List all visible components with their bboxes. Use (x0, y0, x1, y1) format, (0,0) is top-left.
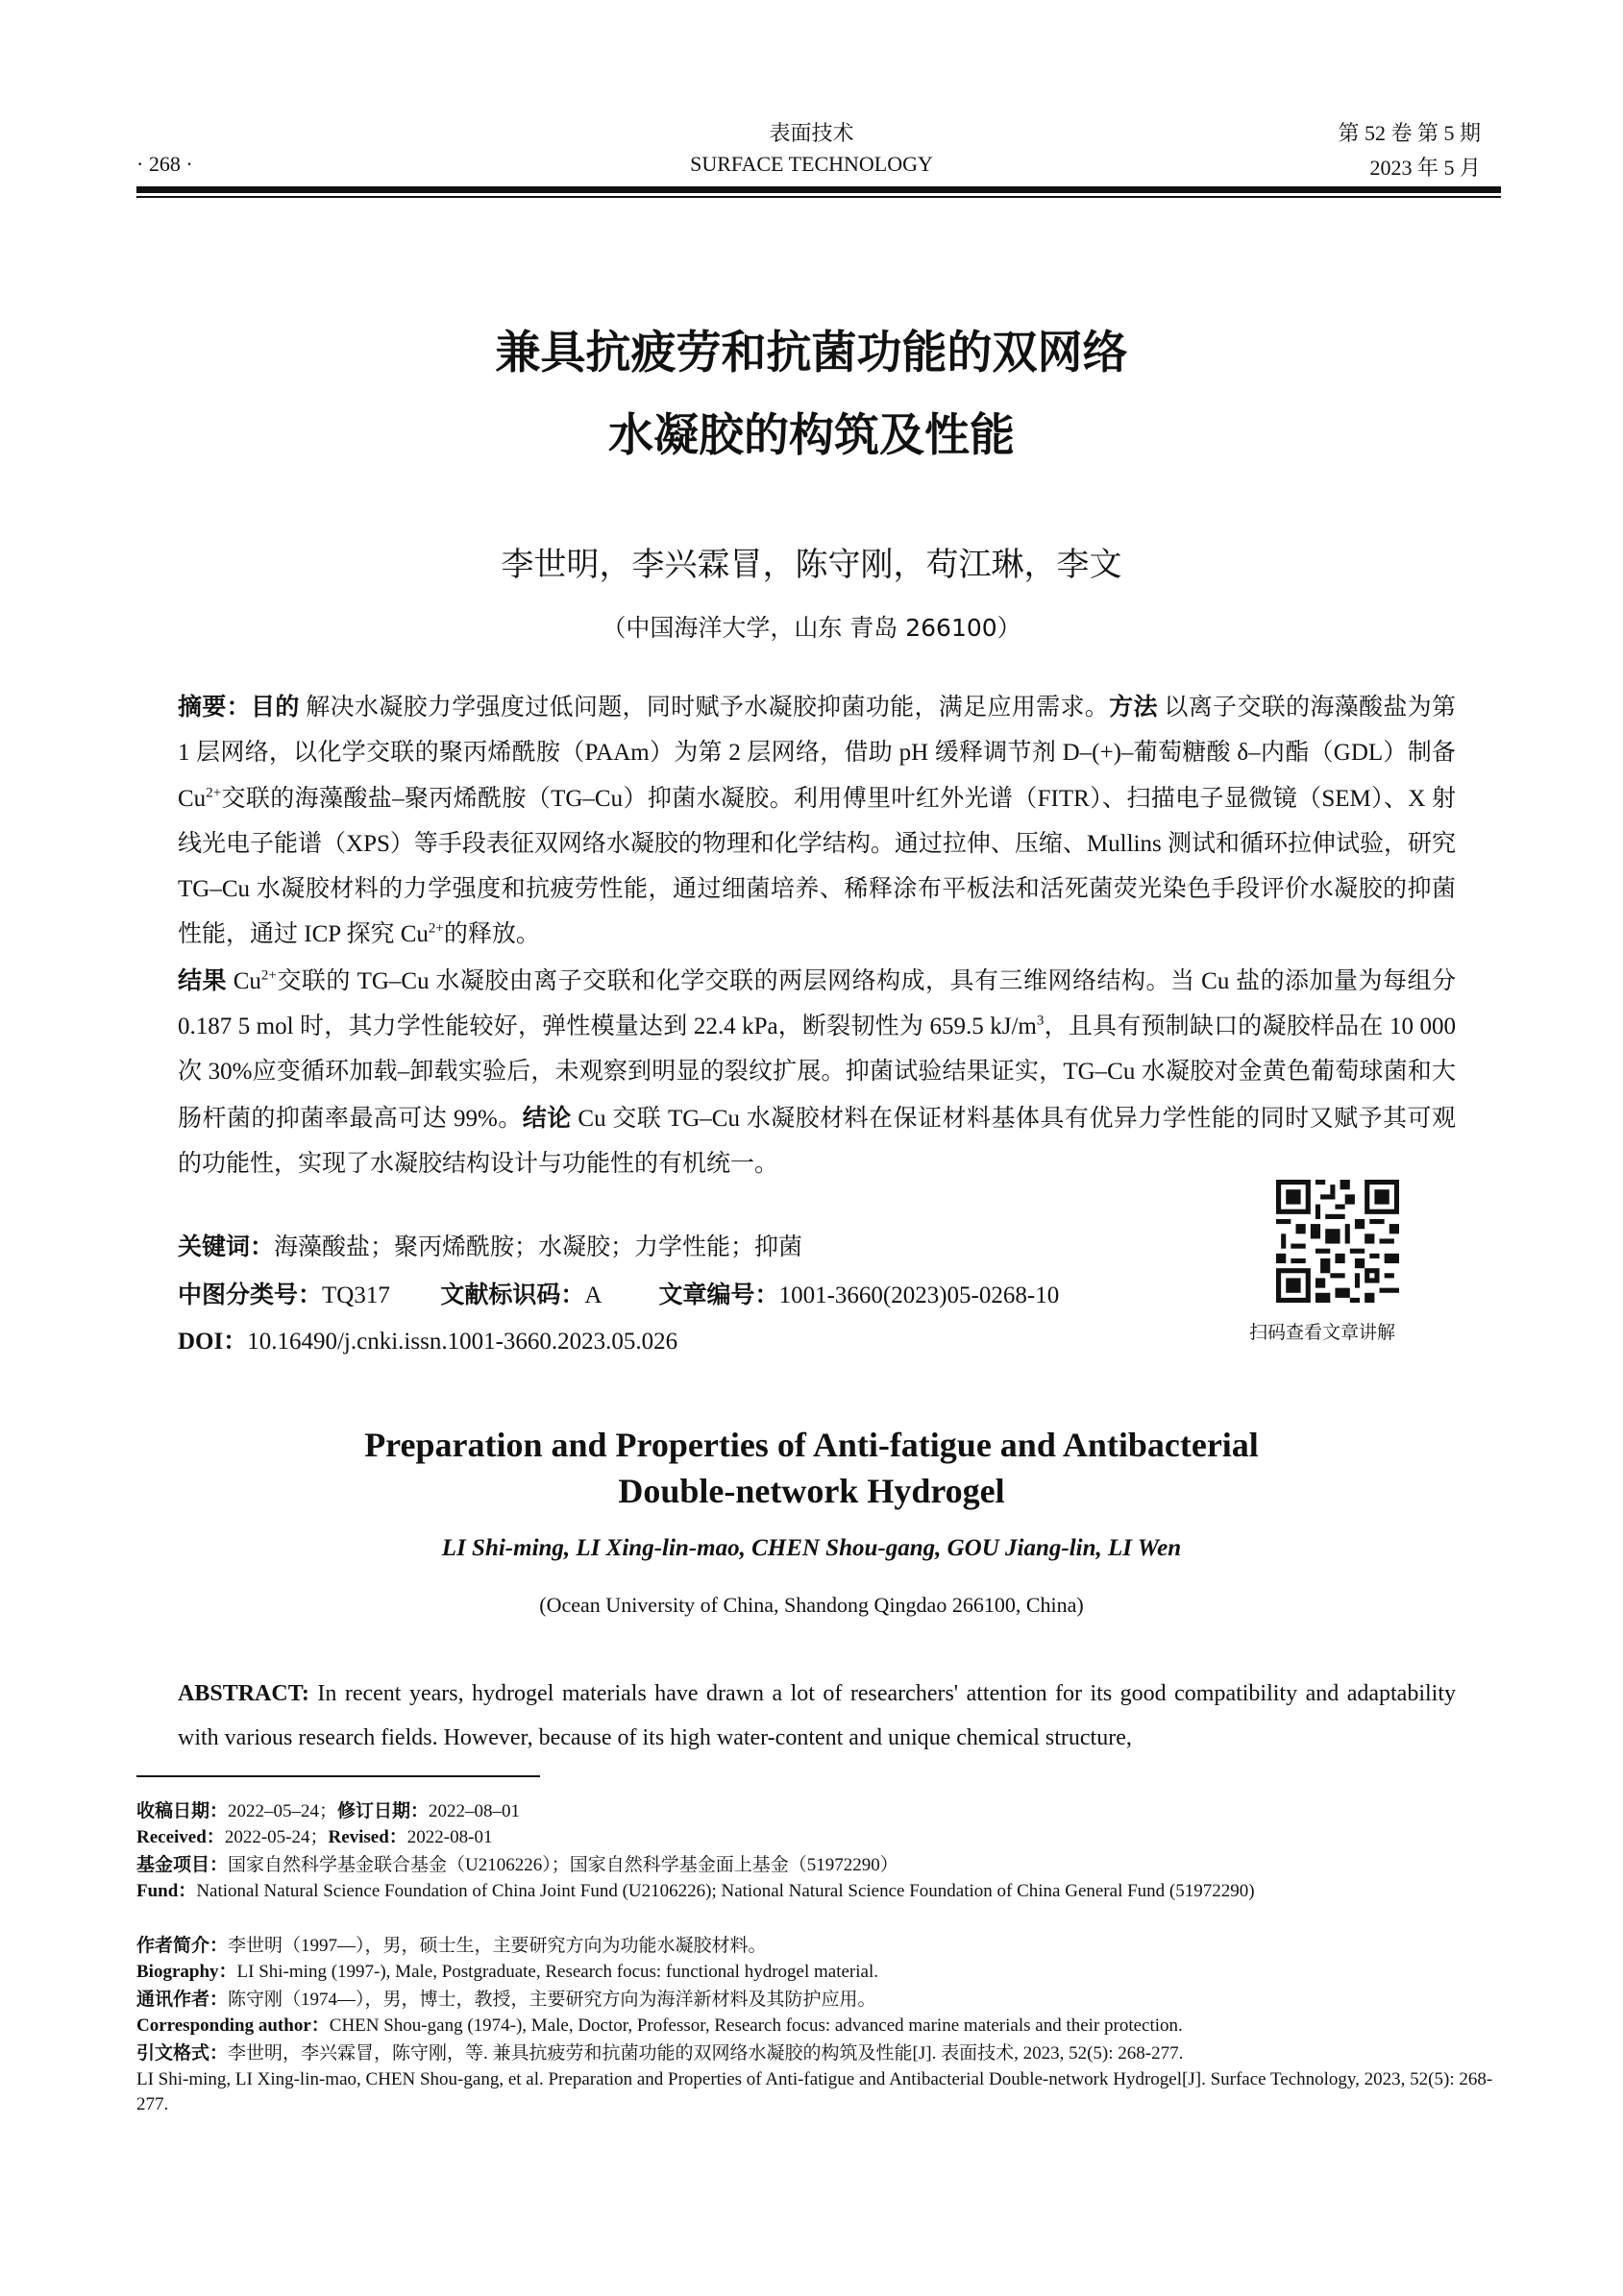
result-label: 结果 (178, 965, 227, 994)
title-en-line2: Double-network Hydrogel (618, 1472, 1005, 1510)
authors-en: LI Shi-ming, LI Xing-lin-mao, CHEN Shou-gang, GOU Jiang-lin, LI Wen (441, 1535, 1182, 1561)
corr-en-value: CHEN Shou-gang (1974-), Male, Doctor, Professor, Research focus: advanced marine materials and their protection. (329, 2015, 1183, 2036)
cite-cn-value: 李世明，李兴霖冒，陈守刚，等. 兼具抗疲劳和抗菌功能的双网络水凝胶的构筑及性能[J]. 表面技术, 2023, 52(5): 268-277. (228, 2043, 1184, 2064)
bio-en-value: LI Shi-ming (1997-), Male, Postgraduate, Research focus: functional hydrogel material. (236, 1962, 878, 1982)
corr-en-label: Corresponding author： (136, 2015, 330, 2036)
qr-caption: 扫码查看文章讲解 (1249, 1323, 1396, 1343)
footnote-fund-en (136, 1879, 1501, 1904)
superscript: 2+ (260, 967, 277, 984)
footnote-rule (136, 1775, 540, 1777)
superscript: 2+ (428, 921, 444, 938)
revised-cn-label: 修订日期： (337, 1800, 430, 1821)
clc-label: 中图分类号： (178, 1281, 323, 1308)
article-number-value: 1001-3660(2023)05-0268-10 (778, 1282, 1060, 1308)
superscript: 3 (1036, 1013, 1045, 1029)
footnote-bio-cn (136, 1933, 1501, 1959)
bio-cn-value: 李世明（1997—），男，硕士生，主要研究方向为功能水凝胶材料。 (228, 1936, 767, 1956)
footnote-received-cn (136, 1798, 1501, 1824)
header-rule-thin (136, 196, 1501, 198)
purpose-label: 目的 (251, 693, 300, 721)
abstract-cn-label: 摘要： (178, 693, 251, 721)
conclusion-label: 结论 (522, 1103, 572, 1132)
title-en-line1: Preparation and Properties of Anti-fatigue and Antibacterial (364, 1426, 1259, 1464)
title-en (0, 1422, 1623, 1514)
header-rule (136, 186, 1501, 193)
doc-code-label: 文献标识码： (440, 1281, 585, 1308)
revised-cn-value: 2022–08–01 (429, 1801, 521, 1821)
doi-row (178, 1322, 677, 1356)
title-cn-line1: 兼具抗疲劳和抗菌功能的双网络 (495, 327, 1128, 379)
journal-name-cn: 表面技术 (769, 121, 854, 145)
footnote-corr-en (136, 2014, 1501, 2039)
received-cn-value: 2022–05–24； (228, 1801, 338, 1821)
abstract-en-text: In recent years, hydrogel materials have drawn a lot of researchers' attention for its good compatibility and adaptability with various research fields. However, because of its high water-content and unique chemical structure, (178, 1681, 1456, 1750)
fund-en-value: National Natural Science Foundation of China Joint Fund (U2106226); National Natural Science Foundation of China General Fund (51972290) (196, 1881, 1255, 1901)
purpose-text: 解决水凝胶力学强度过低问题，同时赋予水凝胶抑菌功能，满足应用需求。 (299, 695, 1110, 721)
method-text: 以离子交联的海藻酸盐为第 1 层网络，以化学交联的聚丙烯酰胺（PAAm）为第 2 层网络，借助 pH 缓释调节剂 D–(+)–葡萄糖酸 δ–内酯（GDL）制备 Cu (178, 695, 1456, 812)
keywords-value: 海藻酸盐；聚丙烯酰胺；水凝胶；力学性能；抑菌 (274, 1234, 803, 1260)
method-text: 交联的海藻酸盐–聚丙烯酰胺（TG–Cu）抑菌水凝胶。利用傅里叶红外光谱（FITR）、扫描电子显微镜（SEM）、X 射线光电子能谱（XPS）等手段表征双网络水凝胶的物理和化学结构。通过拉伸、压缩、Mullins 测试和循环拉伸试验，研究 TG–Cu 水凝胶材料的力学强度和抗疲劳性能，通过细菌培养、稀释涂布平板法和活死菌荧光染色手段评价水凝胶的抑菌性能，通过 ICP 探究 Cu (178, 785, 1456, 948)
superscript: 2+ (206, 785, 222, 801)
fund-cn-value: 国家自然科学基金联合基金（U2106226）；国家自然科学基金面上基金（51972290） (228, 1855, 898, 1875)
received-cn-label: 收稿日期： (136, 1800, 229, 1821)
result-text: Cu (226, 967, 261, 994)
corr-cn-label: 通讯作者： (136, 1989, 229, 2010)
doi-value[interactable]: 10.16490/j.cnki.issn.1001-3660.2023.05.026 (247, 1329, 678, 1355)
result-text: ，且具有预制缺口的凝胶样品在 10 000 次 30%应变循环加载–卸载实验后，未观察到明显的裂纹扩展。抑菌试验结果证实，TG–Cu 水凝胶对金黄色葡萄球菌和大肠杆菌的抑菌率最高可达 99%。 (178, 1014, 1456, 1132)
received-en-value: 2022-05-24； (224, 1827, 329, 1847)
volume-issue: 第 52 卷 第 5 期 (1338, 121, 1481, 145)
revised-en-label: Revised： (328, 1827, 407, 1847)
footnote-received-en (136, 1825, 1501, 1850)
affiliation-cn: （中国海洋大学，山东 青岛 266100） (602, 614, 1021, 642)
journal-name-en: SURFACE TECHNOLOGY (690, 152, 933, 176)
authors-cn: 李世明，李兴霖冒，陈守刚，苟江琳，李文 (501, 546, 1122, 584)
article-number-label: 文章编号： (658, 1281, 779, 1308)
abstract-en-label: ABSTRACT: (178, 1681, 309, 1706)
issue-date: 2023 年 5 月 (1369, 156, 1481, 180)
doc-code-value: A (584, 1282, 602, 1308)
fund-en-label: Fund： (136, 1881, 197, 1901)
footnote-cite-cn (136, 2040, 1501, 2066)
footnote-fund-cn (136, 1852, 1501, 1878)
abstract-cn (178, 684, 1456, 1186)
cite-en-value: LI Shi-ming, LI Xing-lin-mao, CHEN Shou-gang, et al. Preparation and Properties of Anti-fatigue and Antibacterial Double-network Hydrogel[J]. Surface Technology, 2023, 52(5): 268-277. (136, 2069, 1493, 2114)
method-label: 方法 (1109, 693, 1158, 721)
method-text: 的释放。 (443, 921, 540, 948)
footnote-bio-en (136, 1960, 1501, 1985)
footnote-corr-cn (136, 1987, 1501, 2013)
affiliation-en: (Ocean University of China, Shandong Qingdao 266100, China) (539, 1593, 1084, 1617)
qr-code-icon[interactable] (1276, 1180, 1399, 1303)
classification-row (178, 1276, 1059, 1310)
result-text: 交联的 TG–Cu 水凝胶由离子交联和化学交联的两层网络构成，具有三维网络结构。当 Cu 盐的添加量为每组分 0.187 5 mol 时，其力学性能较好，弹性模量达到 22.4 kPa，断裂韧性为 659.5 kJ/m (178, 967, 1456, 1040)
keywords-label: 关键词： (178, 1233, 275, 1260)
revised-en-value: 2022-08-01 (406, 1827, 493, 1847)
conclusion-text: Cu 交联 TG–Cu 水凝胶材料在保证材料基体具有优异力学性能的同时又赋予其可观的功能性，实现了水凝胶结构设计与功能性的有机统一。 (178, 1105, 1456, 1177)
clc-value: TQ317 (322, 1282, 390, 1308)
page-number: · 268 · (136, 152, 193, 176)
keywords (178, 1228, 802, 1262)
title-cn-line2: 水凝胶的构筑及性能 (608, 409, 1015, 462)
abstract-en (178, 1672, 1456, 1760)
footnote-cite-en (136, 2067, 1501, 2117)
corr-cn-value: 陈守刚（1974—），男，博士，教授，主要研究方向为海洋新材料及其防护应用。 (228, 1990, 876, 2010)
doi-label: DOI： (178, 1329, 248, 1355)
fund-cn-label: 基金项目： (136, 1854, 229, 1875)
cite-cn-label: 引文格式： (136, 2042, 229, 2064)
bio-en-label: Biography： (136, 1962, 237, 1982)
received-en-label: Received： (136, 1827, 225, 1847)
bio-cn-label: 作者简介： (136, 1935, 229, 1956)
